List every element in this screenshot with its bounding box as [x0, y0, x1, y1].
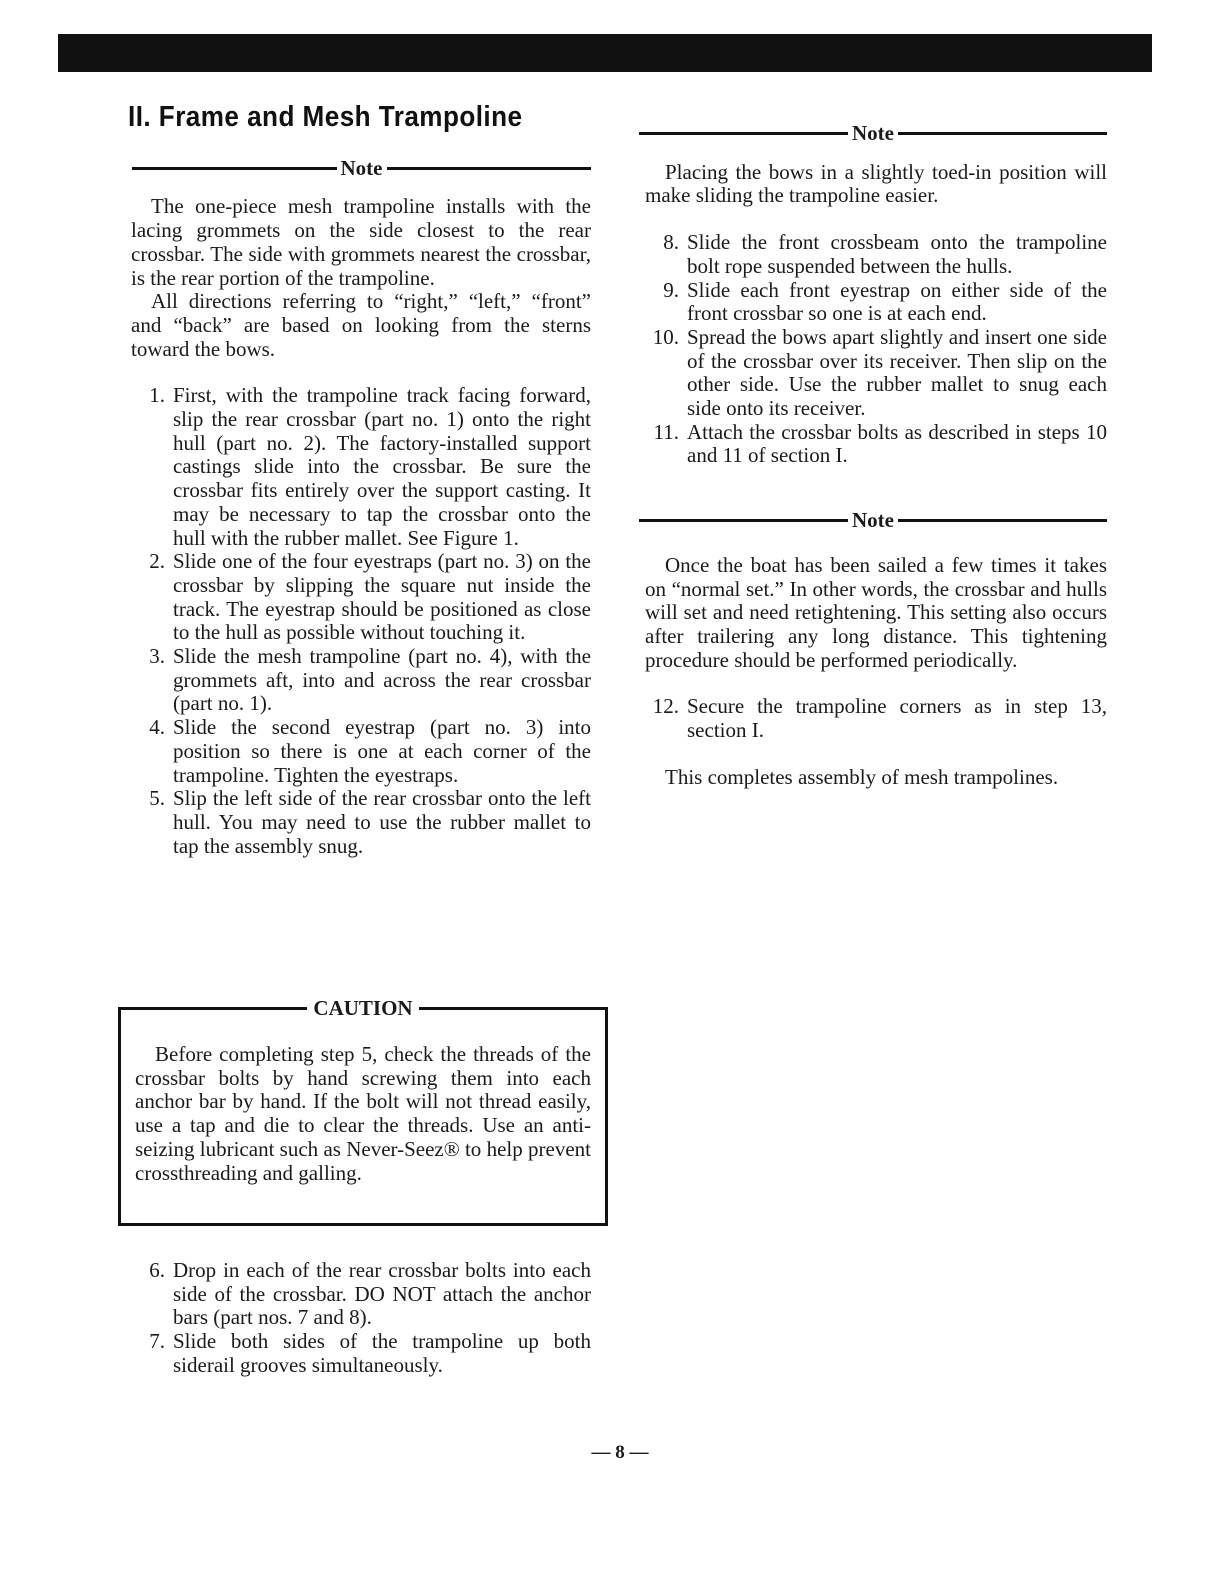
step-number: 8. [663, 230, 679, 255]
step-text: Slide the mesh trampoline (part no. 4), with the grommets aft, into and across the rear crossbar (part no. 1). [173, 644, 591, 716]
step-text: Slip the left side of the rear crossbar onto the left hull. You may need to use the rubber mallet to tap the assembly snug. [173, 786, 591, 858]
note-paragraph: The one-piece mesh trampoline installs with the lacing grommets on the side closest to the rear crossbar. The side with grommets nearest the crossbar, is the rear portion of the trampoline. [131, 194, 591, 290]
step-number: 2. [149, 549, 165, 574]
step-number: 3. [149, 644, 165, 669]
left-column [128, 100, 591, 858]
step-item [131, 716, 591, 787]
page-number: — 8 — [591, 1442, 649, 1463]
caution-label: CAUTION [313, 996, 413, 1020]
step-number: 9. [663, 277, 679, 302]
step-text: Spread the bows apart slightly and insert one side of the crossbar over its receiver. Then slip on the other side. Use the rubber mallet to snug each side onto its receiver. [687, 324, 1107, 421]
step-item [131, 645, 591, 716]
step-number: 10. [652, 324, 679, 349]
step-number: 7. [149, 1329, 165, 1354]
page-title: II. Frame and Mesh Trampoline [128, 101, 523, 133]
step-number: 1. [149, 383, 165, 408]
step-number: 11. [653, 419, 679, 444]
closing-paragraph: This completes assembly of mesh trampolines. [665, 764, 1059, 789]
note-label: Note [852, 121, 894, 145]
step-text: Secure the trampoline corners as in step 13, section I. [687, 694, 1107, 743]
note-rule-right [898, 132, 1107, 135]
step-number: 5. [149, 786, 165, 811]
step-list [131, 1259, 591, 1378]
step-item [131, 384, 591, 550]
step-text: Attach the crossbar bolts as described in steps 10 and 11 of section I. [687, 419, 1107, 468]
step-item [131, 787, 591, 858]
step-text: First, with the trampoline track facing forward, slip the rear crossbar (part no. 1) onto the right hull (part no. 2). The factory-installed support castings slide into the crossbar. Be sure the crossbar fits entirely over the support casting. It may be necessary to tap the crossbar onto the hull with the rubber mallet. See Figure 1. [173, 383, 591, 550]
caution-rule-left [118, 1007, 307, 1010]
step-number: 6. [149, 1258, 165, 1282]
step-list [645, 695, 1107, 742]
caution-box [118, 996, 608, 1226]
step-text: Slide both sides of the trampoline up both siderail grooves simultaneously. [173, 1329, 591, 1377]
step-number: 4. [149, 715, 165, 740]
note-heading [639, 122, 1107, 146]
note-rule-left [639, 519, 848, 522]
note-paragraph: All directions referring to “right,” “left,” “front” and “back” are based on looking from the sterns toward the bows. [131, 289, 591, 361]
step-list [645, 231, 1107, 468]
note-heading [639, 509, 1107, 533]
step-list [131, 384, 591, 858]
note-paragraph: Placing the bows in a slightly toed-in position will make sliding the trampoline easier. [645, 159, 1107, 208]
step-item [645, 326, 1107, 421]
note-paragraph: Once the boat has been sailed a few times it takes on “normal set.” In other words, the crossbar and hulls will set and need retightening. This setting also occurs after trailering any long distance. This tightening procedure should be performed periodically. [645, 552, 1107, 672]
step-item [645, 231, 1107, 278]
right-column [645, 122, 1107, 789]
note-rule-left [639, 132, 848, 135]
caution-heading [118, 996, 608, 1021]
step-text: Drop in each of the rear crossbar bolts into each side of the crossbar. DO NOT attach the anchor bars (part nos. 7 and 8). [173, 1258, 591, 1330]
note-rule-left [132, 167, 337, 170]
left-column-lower [131, 1259, 591, 1378]
step-item [131, 550, 591, 645]
caution-rule-right [419, 1007, 608, 1010]
note-rule-right [387, 167, 592, 170]
step-text: Slide each front eyestrap on either side of the front crossbar so one is at each end. [687, 277, 1107, 326]
step-item [645, 695, 1107, 742]
step-text: Slide the second eyestrap (part no. 3) into position so there is one at each corner of the trampoline. Tighten the eyestraps. [173, 715, 591, 787]
step-item [645, 279, 1107, 326]
header-bar [58, 34, 1152, 72]
step-number: 12. [652, 694, 679, 719]
note-label: Note [340, 155, 383, 180]
step-item [131, 1259, 591, 1330]
step-item [131, 1330, 591, 1377]
note-heading [132, 157, 591, 181]
step-item [645, 421, 1107, 468]
step-text: Slide one of the four eyestraps (part no. 3) on the crossbar by slipping the square nut inside the track. The eyestrap should be positioned as close to the hull as possible without touching it. [173, 549, 591, 645]
note-label: Note [852, 508, 894, 533]
step-text: Slide the front crossbeam onto the trampoline bolt rope suspended between the hulls. [687, 230, 1107, 278]
caution-text: Before completing step 5, check the threads of the crossbar bolts by hand screwing them into each anchor bar by hand. If the bolt will not thread easily, use a tap and die to clear the threads. Use an anti-seizing lubricant such as Never-Seez® to help prevent crossthreading and galling. [135, 1042, 591, 1185]
note-rule-right [898, 519, 1107, 522]
